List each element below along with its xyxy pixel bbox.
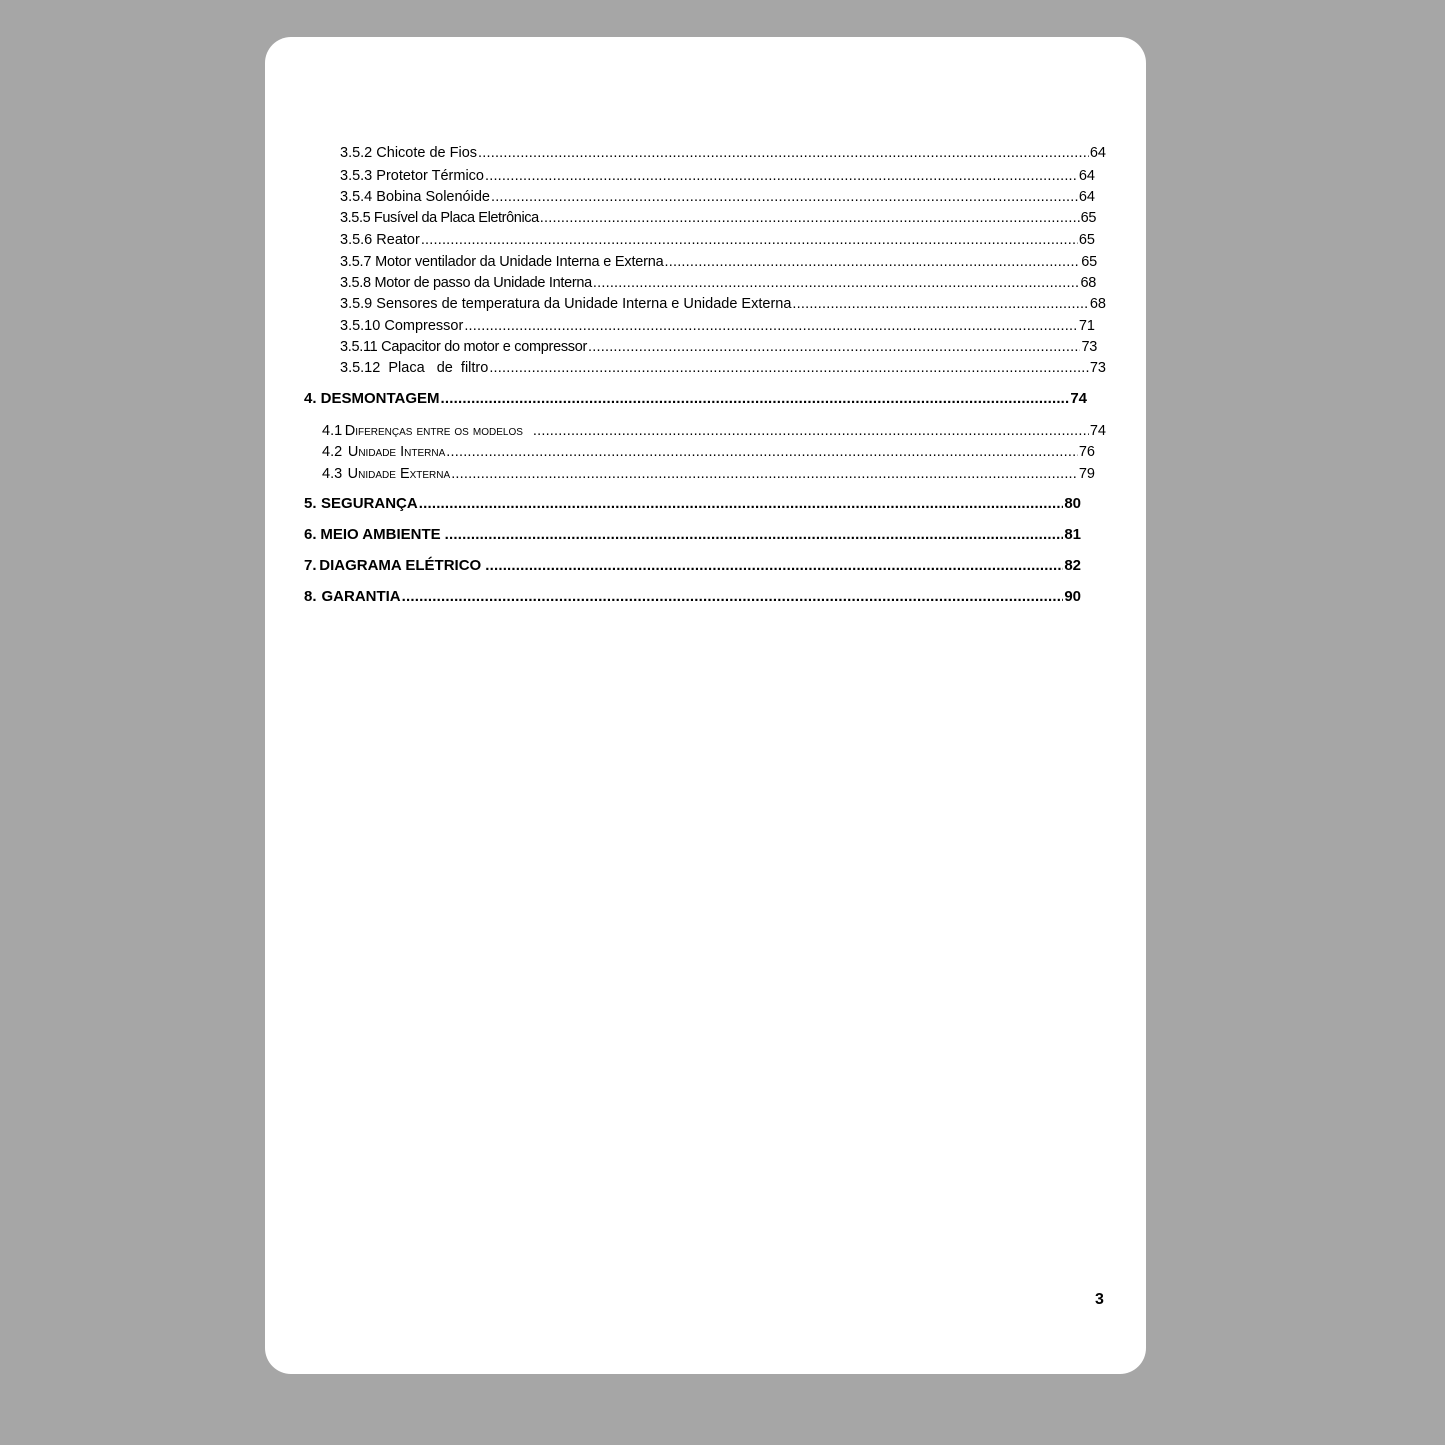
toc-chapter-label: GARANTIA bbox=[321, 588, 401, 605]
toc-entry-page: 65 bbox=[1081, 254, 1097, 270]
toc-entry-label: 3.5.4 Bobina Solenóide bbox=[340, 189, 490, 205]
toc-entry-number: 4.2 bbox=[322, 444, 343, 460]
toc-leader-dots bbox=[419, 494, 1064, 514]
toc-entry-3-5-8[interactable] bbox=[340, 273, 1096, 293]
toc-leader-dots bbox=[445, 525, 1064, 545]
toc-entry-4-1[interactable] bbox=[322, 421, 1106, 441]
toc-chapter-number: 6. bbox=[304, 526, 317, 543]
toc-entry-label: 3.5.6 Reator bbox=[340, 232, 420, 248]
document-page bbox=[265, 37, 1146, 1374]
toc-leader-dots bbox=[792, 294, 1088, 314]
toc-chapter-4[interactable] bbox=[304, 389, 1087, 409]
toc-entry-page: 68 bbox=[1080, 275, 1096, 291]
toc-entry-3-5-11[interactable] bbox=[340, 337, 1097, 357]
toc-chapter-number: 8. bbox=[304, 588, 317, 605]
toc-entry-3-5-4[interactable] bbox=[340, 187, 1095, 207]
toc-leader-dots bbox=[478, 143, 1089, 163]
toc-leader-dots bbox=[464, 316, 1078, 336]
toc-entry-page: 65 bbox=[1078, 232, 1095, 248]
toc-chapter-page: 82 bbox=[1064, 557, 1081, 574]
toc-entry-label: 3.5.11 Capacitor do motor e compressor bbox=[340, 339, 588, 355]
toc-entry-4-2[interactable] bbox=[322, 442, 1095, 462]
toc-entry-page: 79 bbox=[1078, 466, 1095, 482]
toc-chapter-label: DESMONTAGEM bbox=[320, 390, 440, 407]
toc-entry-3-5-9[interactable] bbox=[340, 294, 1106, 314]
toc-leader-dots bbox=[593, 273, 1080, 293]
toc-chapter-label: DIAGRAMA ELÉTRICO bbox=[319, 557, 482, 574]
toc-entry-label: Diferenças entre os modelos bbox=[344, 423, 523, 439]
toc-leader-dots bbox=[446, 442, 1078, 462]
toc-entry-label: 3.5.5 Fusível da Placa Eletrônica bbox=[340, 210, 539, 226]
toc-chapter-page: 81 bbox=[1064, 526, 1081, 543]
toc-chapter-number: 5. bbox=[304, 495, 317, 512]
toc-entry-page: 74 bbox=[1089, 423, 1106, 439]
toc-chapter-number: 7. bbox=[304, 557, 317, 574]
toc-chapter-label: SEGURANÇA bbox=[321, 495, 418, 512]
toc-leader-dots bbox=[441, 389, 1070, 409]
toc-chapter-label: MEIO AMBIENTE bbox=[320, 526, 441, 543]
toc-entry-number: 4.3 bbox=[322, 466, 343, 482]
toc-entry-label: 3.5.12 Placa de filtro bbox=[340, 360, 489, 376]
toc-entry-3-5-6[interactable] bbox=[340, 230, 1095, 250]
toc-entry-page: 76 bbox=[1078, 444, 1095, 460]
toc-chapter-5[interactable] bbox=[304, 494, 1081, 514]
toc-entry-label: Unidade Interna bbox=[347, 444, 446, 460]
toc-chapter-page: 74 bbox=[1070, 390, 1087, 407]
toc-leader-dots bbox=[588, 337, 1080, 357]
toc-entry-3-5-12[interactable] bbox=[340, 358, 1106, 378]
toc-leader-dots bbox=[402, 587, 1064, 607]
toc-leader-dots bbox=[451, 464, 1078, 484]
toc-leader-dots bbox=[485, 556, 1063, 576]
toc-entry-page: 73 bbox=[1081, 339, 1097, 355]
toc-entry-3-5-7[interactable] bbox=[340, 252, 1097, 272]
toc-entry-label: 3.5.7 Motor ventilador da Unidade Interna e Externa bbox=[340, 254, 664, 270]
toc-entry-label: 3.5.3 Protetor Térmico bbox=[340, 168, 484, 184]
toc-chapter-page: 90 bbox=[1064, 588, 1081, 605]
toc-entry-page: 64 bbox=[1078, 189, 1095, 205]
toc-entry-label: 3.5.2 Chicote de Fios bbox=[340, 145, 478, 161]
toc-leader-dots bbox=[540, 208, 1080, 228]
toc-entry-3-5-5[interactable] bbox=[340, 208, 1096, 228]
toc-entry-label: 3.5.10 Compressor bbox=[340, 318, 464, 334]
toc-entry-label: 3.5.8 Motor de passo da Unidade Interna bbox=[340, 275, 592, 291]
toc-leader-dots bbox=[491, 187, 1078, 207]
toc-leader-dots bbox=[533, 421, 1089, 441]
toc-entry-3-5-3[interactable] bbox=[340, 166, 1095, 186]
page-number: 3 bbox=[1095, 1291, 1104, 1308]
toc-entry-label: 3.5.9 Sensores de temperatura da Unidade Interna e Unidade Externa bbox=[340, 296, 792, 312]
toc-entry-3-5-2[interactable] bbox=[340, 143, 1106, 163]
toc-chapter-8[interactable] bbox=[304, 587, 1081, 607]
toc-leader-dots bbox=[421, 230, 1078, 250]
toc-entry-page: 65 bbox=[1080, 210, 1096, 226]
toc-entry-number: 4.1 bbox=[322, 423, 343, 439]
toc-entry-page: 64 bbox=[1089, 145, 1106, 161]
toc-entry-page: 64 bbox=[1078, 168, 1095, 184]
toc-leader-dots bbox=[665, 252, 1081, 272]
toc-leader-dots bbox=[489, 358, 1089, 378]
toc-chapter-page: 80 bbox=[1064, 495, 1081, 512]
toc-entry-label: Unidade Externa bbox=[347, 466, 451, 482]
toc-entry-page: 68 bbox=[1089, 296, 1106, 312]
toc-entry-page: 71 bbox=[1078, 318, 1095, 334]
toc-leader-dots bbox=[485, 166, 1078, 186]
toc-chapter-7[interactable] bbox=[304, 556, 1081, 576]
toc-entry-page: 73 bbox=[1089, 360, 1106, 376]
toc-entry-3-5-10[interactable] bbox=[340, 316, 1095, 336]
toc-chapter-number: 4. bbox=[304, 390, 317, 407]
toc-chapter-6[interactable] bbox=[304, 525, 1081, 545]
toc-entry-4-3[interactable] bbox=[322, 464, 1095, 484]
